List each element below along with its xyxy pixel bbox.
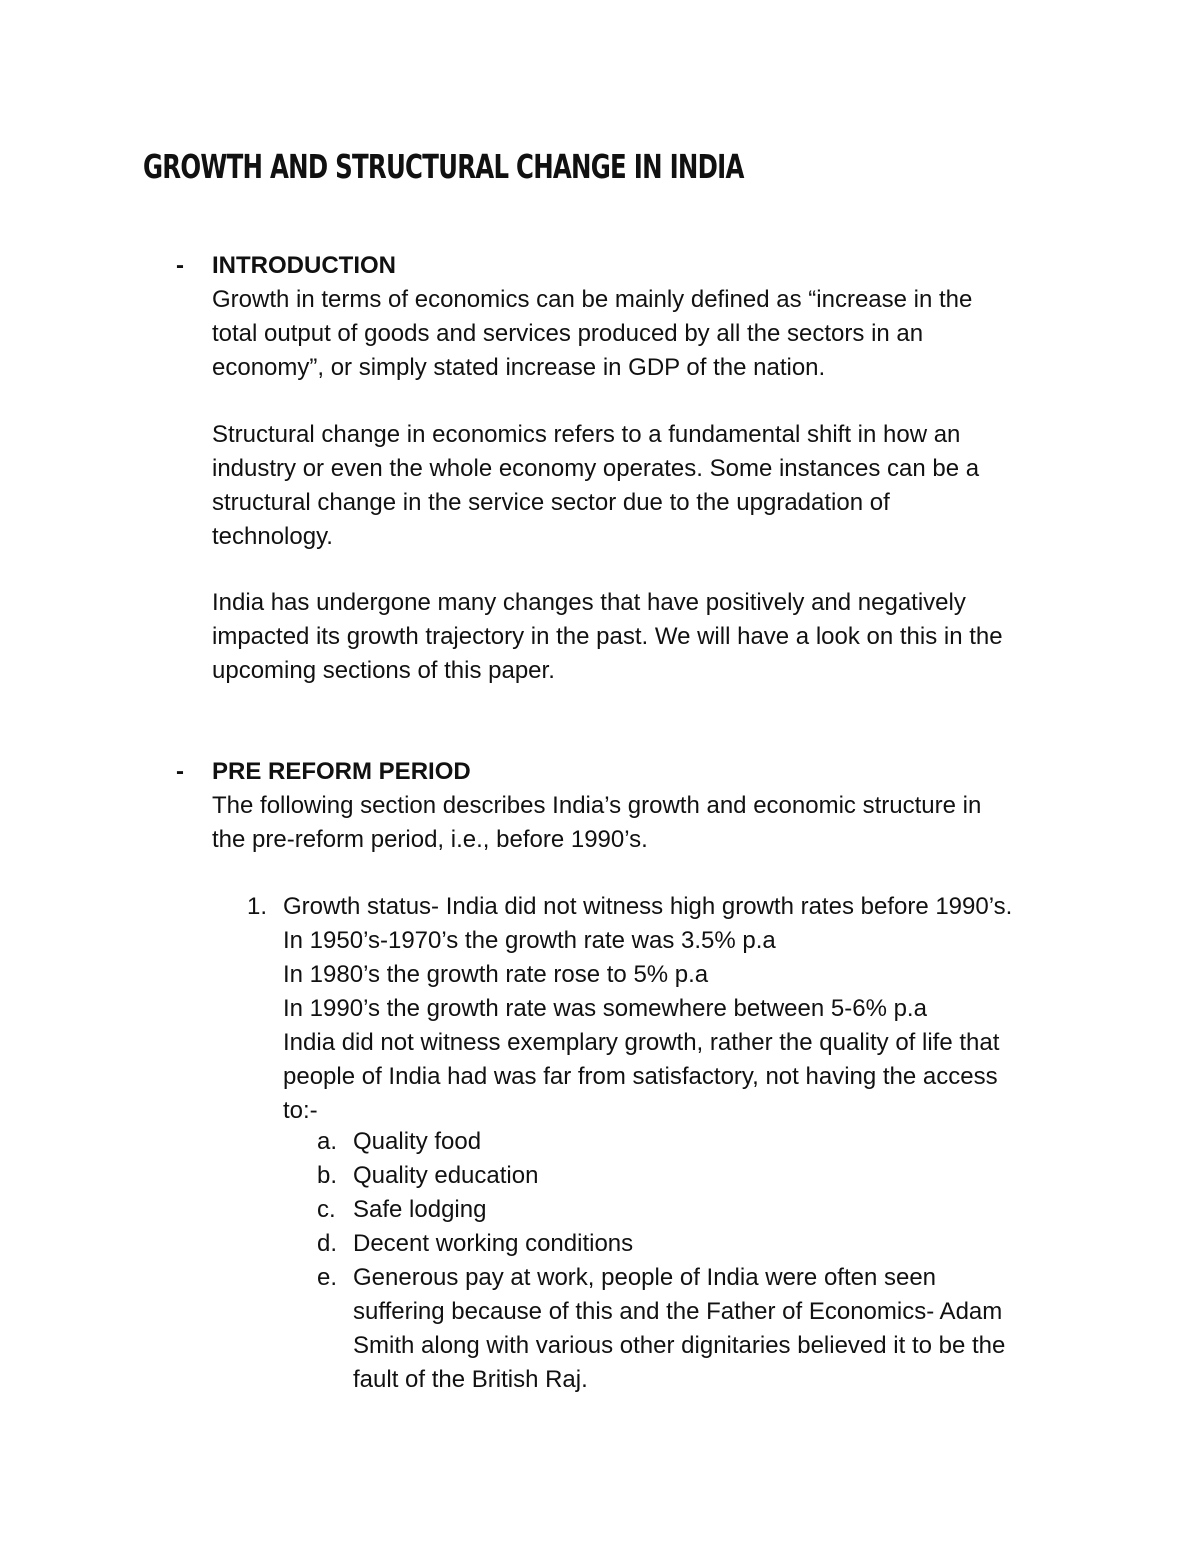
sub-item-generous-pay [353,1261,1073,1397]
text-line: In 1980’s the growth rate rose to 5% p.a [283,961,709,988]
text-line: India did not witness exemplary growth, rather the quality of life that [283,1029,1000,1056]
text-line: structural change in the service sector due to the upgradation of [212,489,890,516]
intro-paragraph-3 [212,586,1072,688]
text-line: Generous pay at work, people of India were often seen [353,1264,937,1291]
section-heading: INTRODUCTION [212,252,396,279]
text-line: people of India had was far from satisfactory, not having the access [283,1063,998,1090]
bullet-dash: - [176,758,184,785]
list-letter: d. [317,1230,338,1257]
text-line: fault of the British Raj. [353,1366,588,1393]
text-line: Structural change in economics refers to a fundamental shift in how an [212,421,961,448]
sub-item-quality-food [353,1125,1073,1159]
text-line: Growth status- India did not witness high growth rates before 1990’s. [283,893,1013,920]
list-letter: e. [317,1264,338,1291]
list-number: 1. [247,893,268,920]
text-line: Safe lodging [353,1196,487,1223]
text-line: Smith along with various other dignitaries believed it to be the [353,1332,1006,1359]
section-heading: PRE REFORM PERIOD [212,758,471,785]
intro-paragraph-2 [212,418,1072,554]
text-line: economy”, or simply stated increase in GDP of the nation. [212,354,826,381]
text-line: In 1950’s-1970’s the growth rate was 3.5% p.a [283,927,776,954]
intro-paragraph-1 [212,283,1072,385]
list-letter: b. [317,1162,338,1189]
list-letter: c. [317,1196,336,1223]
sub-item-quality-education [353,1159,1073,1193]
sub-item-safe-lodging [353,1193,1073,1227]
text-line: industry or even the whole economy operates. Some instances can be a [212,455,980,482]
text-line: upcoming sections of this paper. [212,657,555,684]
text-line: to:- [283,1097,318,1124]
numbered-item-growth-status [283,890,1083,1128]
text-line: impacted its growth trajectory in the past. We will have a look on this in the [212,623,1003,650]
text-line: technology. [212,523,333,550]
text-line: India has undergone many changes that have positively and negatively [212,589,966,616]
text-line: Quality education [353,1162,539,1189]
text-line: Decent working conditions [353,1230,634,1257]
document-title: GROWTH AND STRUCTURAL CHANGE IN INDIA [143,147,744,186]
pre-reform-paragraph [212,789,1072,857]
text-line: total output of goods and services produced by all the sectors in an [212,320,924,347]
text-line: the pre-reform period, i.e., before 1990’s. [212,826,648,853]
text-line: Growth in terms of economics can be mainly defined as “increase in the [212,286,973,313]
list-letter: a. [317,1128,338,1155]
text-line: The following section describes India’s growth and economic structure in [212,792,982,819]
text-line: In 1990’s the growth rate was somewhere between 5-6% p.a [283,995,927,1022]
sub-item-working-conditions [353,1227,1073,1261]
text-line: Quality food [353,1128,482,1155]
bullet-dash: - [176,252,184,279]
text-line: suffering because of this and the Father of Economics- Adam [353,1298,1003,1325]
